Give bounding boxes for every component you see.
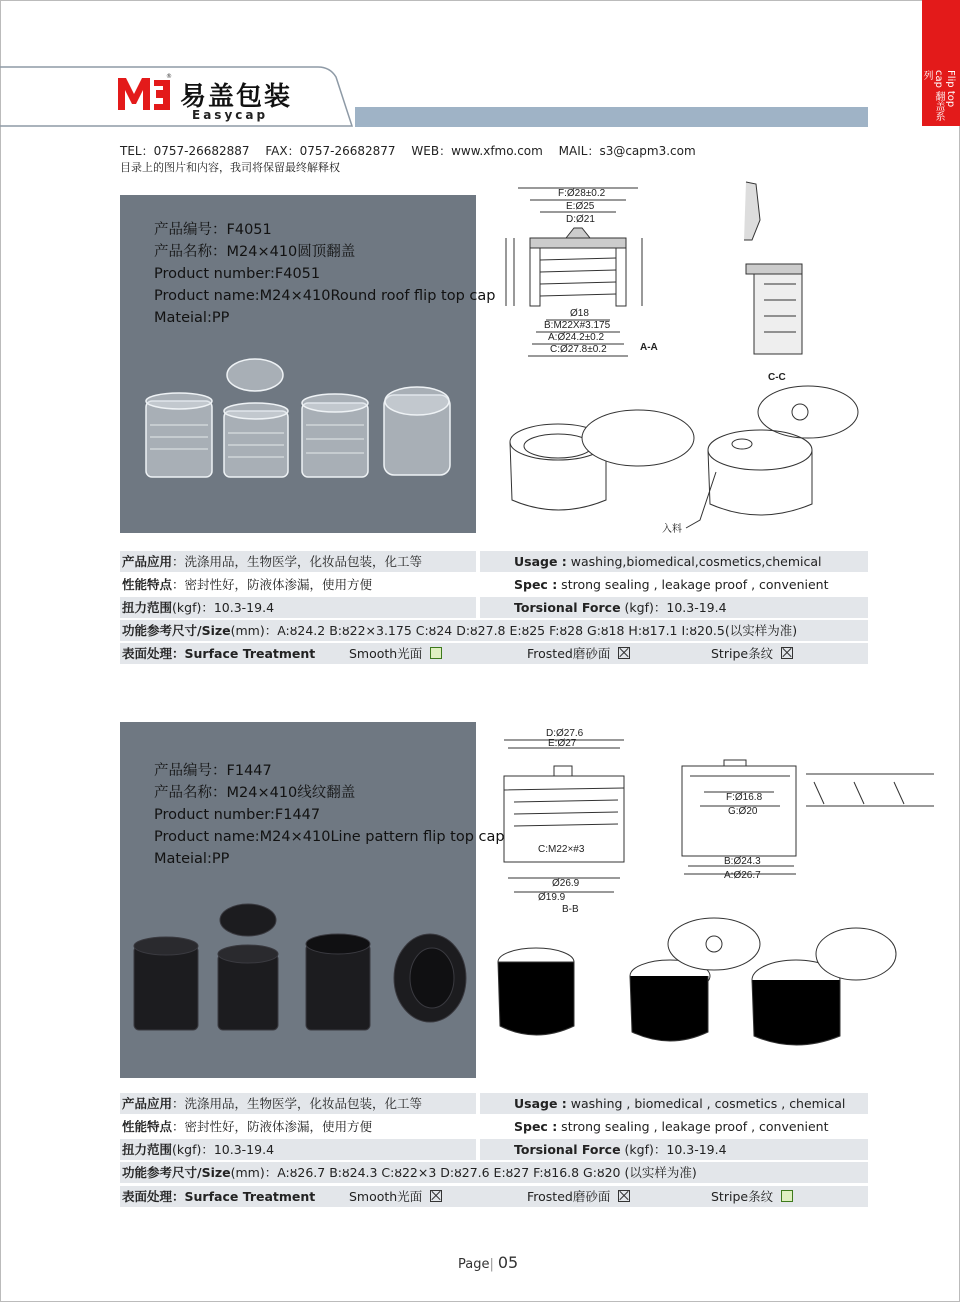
dim-label-e: E:Ø25 [566,201,595,212]
torque-en: (kgf)：10.3-19.4 [620,600,727,615]
spec-row-dimensions [120,620,868,641]
clear-caps-photo [140,355,460,485]
surface-label: 表面处理 [122,646,173,661]
usage-cn: ：洗涤用品，生物医学，化妆品包装，化工等 [172,1096,423,1111]
brand-name-en: Easycap [192,108,269,122]
dim-label-18: Ø18 [570,308,589,319]
m3-logo-icon [116,72,174,114]
product-info [154,760,505,870]
frosted-option: Frosted磨砂面 [527,646,611,661]
technical-drawing-f4051 [478,180,868,540]
frosted-checkbox[interactable] [618,647,630,659]
usage-en-label: Usage : [514,1096,567,1111]
spec-row-surface [120,643,868,664]
frosted-option: Frosted磨砂面 [527,1189,611,1204]
dim-label-c: C:Ø27.8±0.2 [550,344,607,355]
dim-label-e: E:Ø27 [548,738,577,749]
usage-en: washing,biomedical,cosmetics,chemical [566,554,822,569]
product-number-cn: 产品编号：F1447 [154,763,272,779]
dims-values: (mm)：A:ȣ26.7 B:ȣ24.3 C:ȣ22×3 D:ȣ27.6 E:ȣ27 F:ȣ16.8 G:ȣ20 (以实样为准) [230,1165,697,1180]
spec-row-dimensions [120,1162,868,1183]
product-number-en: Product number:F4051 [154,266,321,282]
product-photo-panel [120,195,496,533]
usage-en: washing , biomedical , cosmetics , chemical [566,1096,846,1111]
black-caps-photo [130,898,470,1048]
spec-cn: ：密封性好，防液体渗漏，使用方便 [172,577,373,592]
product-name-en: Product name:M24×410Line pattern flip top cap [154,829,505,845]
frosted-checkbox[interactable] [618,1190,630,1202]
dims-values: (mm)：A:ȣ24.2 B:ȣ22×3.175 C:ȣ24 D:ȣ27.8 E:ȣ25 F:ȣ28 G:ȣ18 H:ȣ17.1 I:ȣ20.5(以实样为准) [230,623,798,638]
torque-cn: (kgf)：10.3-19.4 [172,600,275,615]
contact-line [120,142,708,159]
product-info [154,219,495,329]
dim-label-199: Ø19.9 [538,892,566,903]
spec-row-surface [120,1186,868,1207]
side-tab-cn: 翻盖系列 [921,70,944,122]
disclaimer-notice: 目录上的图片和内容，我司将保留最终解释权 [120,161,340,174]
torque-cn: (kgf)：10.3-19.4 [172,1142,275,1157]
dim-label-b: B:M22X#3.175 [544,320,611,331]
dims-label: 功能参考尺寸/Size [122,623,231,638]
spec-row-torque [120,1139,868,1160]
page-label: Page [458,1257,490,1272]
stripe-option: Stripe条纹 [711,646,774,661]
dim-label-g: G:Ø20 [728,806,758,817]
side-category-tab [922,0,960,126]
surface-en: ：Surface Treatment [172,1189,316,1204]
spec-en: strong sealing , leakage proof , convenient [557,1119,829,1134]
usage-cn: ：洗涤用品，生物医学，化妆品包装，化工等 [172,554,423,569]
page-number-value: 05 [497,1253,519,1272]
dim-label-c: C:M22×#3 [538,844,585,855]
surface-en: ：Surface Treatment [172,646,316,661]
usage-cn-label: 产品应用 [122,554,173,569]
technical-drawing-f1447 [494,726,934,1086]
stripe-checkbox[interactable] [781,1190,793,1202]
contact-web[interactable]: WEB：www.xfmo.com [411,144,543,158]
dim-label-b: B:Ø24.3 [724,856,761,867]
stripe-checkbox[interactable] [781,647,793,659]
section-label-cc: C-C [768,372,786,383]
product-number-cn: 产品编号：F4051 [154,222,272,238]
header-band [355,107,868,127]
stripe-option: Stripe条纹 [711,1189,774,1204]
torque-cn-label: 扭力范围 [122,600,173,615]
spec-row-spec [120,1116,868,1137]
contact-mail[interactable]: MAIL：s3@capm3.com [558,144,696,158]
spec-en-label: Spec : [514,577,558,592]
inlet-label: 入料 [662,524,682,535]
contact-fax: FAX：0757-26682877 [265,144,396,158]
section-label-bb: B-B [562,904,579,915]
spec-en-label: Spec : [514,1119,558,1134]
product-name-en: Product name:M24×410Round roof flip top cap [154,288,496,304]
dim-label-d: D:Ø27.6 [546,728,584,739]
dims-label: 功能参考尺寸/Size [122,1165,231,1180]
smooth-checkbox[interactable] [430,1190,442,1202]
dim-label-a: A:Ø24.2±0.2 [548,332,605,343]
product-material: Mateial:PP [154,851,230,867]
dim-label-f: F:Ø16.8 [726,792,763,803]
product-name-cn: 产品名称：M24×410线纹翻盖 [154,785,356,801]
spec-cn: ：密封性好，防液体渗漏，使用方便 [172,1119,373,1134]
dim-label-f: F:Ø28±0.2 [558,188,606,199]
usage-en-label: Usage : [514,554,567,569]
torque-en-label: Torsional Force [514,1142,621,1157]
side-tab-en: Flip top cap [933,70,956,108]
spec-cn-label: 性能特点 [122,1119,173,1134]
section-label-aa: A-A [640,342,658,353]
page-number: Page| 05 [458,1253,519,1272]
spec-row-usage [120,1093,868,1114]
torque-en-label: Torsional Force [514,600,621,615]
torque-en: (kgf)：10.3-19.4 [620,1142,727,1157]
svg-text:®: ® [166,73,172,80]
product-photo-panel [120,722,505,1078]
spec-row-usage [120,551,868,572]
brand-name-cn: 易盖包装 [180,82,293,112]
smooth-checkbox[interactable] [430,647,442,659]
spec-en: strong sealing , leakage proof , convenient [557,577,829,592]
smooth-option: Smooth光面 [349,1189,423,1204]
spec-cn-label: 性能特点 [122,577,173,592]
dim-label-d: D:Ø21 [566,214,595,225]
usage-cn-label: 产品应用 [122,1096,173,1111]
spec-row-torque [120,597,868,618]
surface-label: 表面处理 [122,1189,173,1204]
product-material: Mateial:PP [154,310,230,326]
smooth-option: Smooth光面 [349,646,423,661]
product-number-en: Product number:F1447 [154,807,321,823]
torque-cn-label: 扭力范围 [122,1142,173,1157]
dim-label-269: Ø26.9 [552,878,580,889]
product-name-cn: 产品名称：M24×410圆顶翻盖 [154,244,356,260]
spec-row-spec [120,574,868,595]
dim-label-a: A:Ø26.7 [724,870,761,881]
contact-tel: TEL：0757-26682887 [120,144,250,158]
